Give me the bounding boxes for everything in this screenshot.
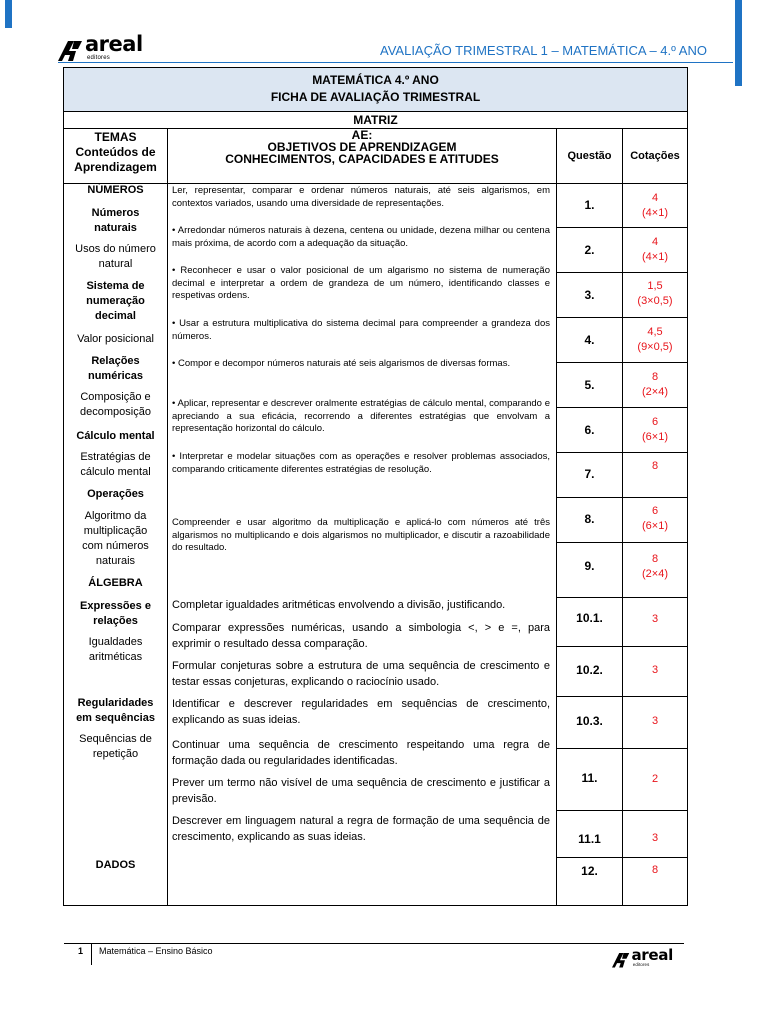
question-number: 9. — [584, 559, 595, 573]
points-value: 4,5 — [647, 326, 663, 338]
footer-brand-logo — [612, 948, 673, 967]
objetivo-text: • Aplicar, representar e descrever oralmente estratégias de cálculo mental, comparando e apreciando a sua eficácia, recorrendo a diferentes estratégias que envolvam a representação horizontal do cálculo. — [172, 398, 550, 434]
tema-item: Igualdades aritméticas — [88, 636, 143, 663]
column-header-objetivos — [168, 129, 556, 165]
row-divider — [556, 227, 687, 228]
row-divider — [556, 748, 687, 749]
objetivo-text: • Reconhecer e usar o valor posicional de um algarismo no sistema de numeração decimal e interpretar a ordem de grandeza de um número, identificando classes e respetivas ordens. — [172, 265, 550, 301]
points-value: 3 — [651, 664, 659, 676]
tema-item: Composição e decomposição — [80, 391, 151, 418]
objetivo-text: Prever um termo não visível de uma sequência de crescimento e justificar a previsão. — [172, 777, 550, 805]
question-points — [623, 279, 687, 309]
question-number: 10.3. — [576, 714, 603, 728]
question-number: 4. — [584, 333, 595, 347]
column-header-line: Conteúdos de — [75, 145, 156, 159]
column-header-cotacoes: Cotações — [630, 150, 680, 162]
sheet-title-box — [64, 68, 687, 112]
footer-separator — [91, 943, 92, 965]
row-divider — [556, 317, 687, 318]
question-number: 10.2. — [576, 663, 603, 677]
row-divider — [556, 857, 687, 858]
tema-item: NÚMEROS — [87, 184, 144, 196]
column-header-questao: Questão — [567, 150, 612, 162]
question-points — [623, 370, 687, 400]
points-detail: (6×1) — [642, 431, 668, 443]
question-number: 6. — [584, 423, 595, 437]
points-detail: (9×0,5) — [637, 341, 673, 353]
tema-item: Estratégias de cálculo mental — [80, 451, 151, 478]
question-points — [623, 325, 687, 355]
row-divider — [556, 272, 687, 273]
row-divider — [556, 497, 687, 498]
objetivo-text: Ler, representar, comparar e ordenar números naturais, até seis algarismos, em contextos variados, usando uma diversidade de representações. — [172, 185, 550, 209]
question-number: 2. — [584, 243, 595, 257]
objetivo-text: Comparar expressões numéricas, usando a simbologia <, > e =, para exprimir o resultado dessa comparação. — [172, 622, 550, 650]
tema-item: Números naturais — [91, 207, 140, 234]
row-divider — [556, 407, 687, 408]
objetivo-text: Completar igualdades aritméticas envolvendo a divisão, justificando. — [172, 599, 506, 611]
accent-bar-right — [735, 0, 742, 86]
objetivo-text: • Usar a estrutura multiplicativa do sistema decimal para compreender a grandeza dos números. — [172, 318, 550, 342]
points-value: 8 — [651, 553, 659, 565]
question-points — [623, 191, 687, 221]
brand-logo — [58, 34, 143, 61]
points-value: 6 — [651, 505, 659, 517]
points-value: 8 — [651, 371, 659, 383]
logo-wordmark: areal — [85, 32, 143, 56]
row-divider — [556, 696, 687, 697]
points-value: 3 — [651, 832, 659, 844]
question-number: 1. — [584, 198, 595, 212]
question-points — [623, 772, 687, 787]
objetivo-text: Descrever em linguagem natural a regra de formação de uma sequência de crescimento, explicando as suas ideias. — [172, 815, 550, 843]
question-number: 11.1 — [578, 832, 601, 846]
question-points — [623, 552, 687, 582]
objetivo-text: • Compor e decompor números naturais até seis algarismos de diversas formas. — [172, 358, 511, 369]
objetivo-text: Continuar uma sequência de crescimento respeitando uma regra de formação dada ou regularidades identificadas. — [172, 739, 550, 767]
objetivo-text: • Arredondar números naturais à dezena, centena ou unidade, dezena milhar ou centena mais próxima, de acordo com a adequação da situação. — [172, 225, 550, 249]
question-points — [623, 235, 687, 265]
points-value: 8 — [651, 864, 659, 876]
footer-text: Matemática – Ensino Básico — [99, 946, 213, 956]
question-number: 8. — [584, 512, 595, 526]
tema-item: Algoritmo da multiplicação com números naturais — [82, 510, 149, 567]
column-header-temas — [64, 130, 167, 175]
page-number: 1 — [78, 946, 84, 956]
question-points — [623, 612, 687, 627]
tema-item: Relações numéricas — [87, 355, 144, 382]
column-header-line: OBJETIVOS DE APRENDIZAGEM — [267, 140, 457, 154]
column-divider — [167, 129, 168, 905]
question-number: 11. — [581, 771, 598, 785]
question-points — [623, 714, 687, 729]
points-value: 2 — [651, 773, 659, 785]
logo-wordmark: areal — [631, 946, 673, 964]
assessment-matrix-table — [63, 67, 688, 906]
points-detail: (3×0,5) — [637, 295, 673, 307]
logo-mark-icon — [612, 952, 629, 968]
objetivo-text: Compreender e usar algoritmo da multiplicação e aplicá-lo com números até três algarismos no multiplicando e dois algarismos no multiplicador, e discutir a razoabilidade do resultado. — [172, 517, 550, 553]
column-header-line: TEMAS — [94, 130, 137, 144]
objetivo-text: Identificar e descrever regularidades em sequências de crescimento, explicando as suas ideias. — [172, 698, 550, 726]
page-header-title: AVALIAÇÃO TRIMESTRAL 1 – MATEMÁTICA – 4.º ANO — [380, 43, 707, 58]
points-detail: (6×1) — [642, 520, 668, 532]
tema-item: Valor posicional — [77, 333, 154, 345]
row-divider — [556, 646, 687, 647]
points-value: 1,5 — [647, 280, 663, 292]
points-value: 6 — [651, 416, 659, 428]
tema-item: Sequências de repetição — [79, 733, 152, 760]
header-divider — [58, 62, 733, 63]
tema-item: Expressões e relações — [80, 600, 151, 627]
question-number: 3. — [584, 288, 595, 302]
points-detail: (4×1) — [642, 207, 668, 219]
points-value: 8 — [651, 460, 659, 472]
question-points — [623, 415, 687, 445]
sheet-subtitle: FICHA DE AVALIAÇÃO TRIMESTRAL — [270, 90, 481, 104]
question-points — [623, 863, 687, 878]
points-value: 4 — [651, 236, 659, 248]
tema-item: DADOS — [95, 859, 136, 871]
row-divider — [556, 810, 687, 811]
column-header-line: AE: — [351, 128, 373, 142]
points-detail: (4×1) — [642, 251, 668, 263]
row-divider — [556, 362, 687, 363]
question-number: 5. — [584, 378, 595, 392]
tema-item: Cálculo mental — [76, 430, 155, 442]
accent-bar-left — [5, 0, 12, 28]
question-number: 12. — [581, 864, 598, 878]
footer-divider — [64, 943, 684, 944]
tema-item: Regularidades em sequências — [76, 697, 155, 724]
question-points — [623, 459, 687, 474]
row-divider — [556, 597, 687, 598]
question-number: 10.1. — [576, 611, 603, 625]
tema-item: Usos do número natural — [75, 243, 156, 270]
logo-subtitle: editores — [632, 963, 650, 968]
objetivo-text: Formular conjeturas sobre a estrutura de uma sequência de crescimento e testar essas conjeturas, explicando o raciocínio usado. — [172, 660, 550, 688]
objetivo-text: • Interpretar e modelar situações com as operações e resolver problemas associados, comparando criticamente diferentes estratégias de resolução. — [172, 451, 550, 475]
question-points — [623, 663, 687, 678]
tema-item: Operações — [87, 488, 144, 500]
points-value: 3 — [651, 613, 659, 625]
points-value: 3 — [651, 715, 659, 727]
question-number: 7. — [584, 467, 595, 481]
points-detail: (2×4) — [642, 386, 668, 398]
matriz-heading: MATRIZ — [64, 112, 687, 129]
column-header-line: CONHECIMENTOS, CAPACIDADES E ATITUDES — [225, 152, 499, 166]
question-points — [623, 504, 687, 534]
question-points — [623, 831, 687, 846]
column-header-line: Aprendizagem — [74, 160, 157, 174]
points-value: 4 — [651, 192, 659, 204]
points-detail: (2×4) — [642, 568, 668, 580]
tema-item: Sistema de numeração decimal — [86, 280, 145, 322]
tema-item: ÁLGEBRA — [88, 577, 143, 589]
logo-mark-icon — [58, 39, 82, 61]
row-divider — [556, 452, 687, 453]
row-divider — [556, 542, 687, 543]
sheet-title: MATEMÁTICA 4.º ANO — [312, 73, 439, 87]
logo-subtitle: editores — [87, 55, 110, 61]
